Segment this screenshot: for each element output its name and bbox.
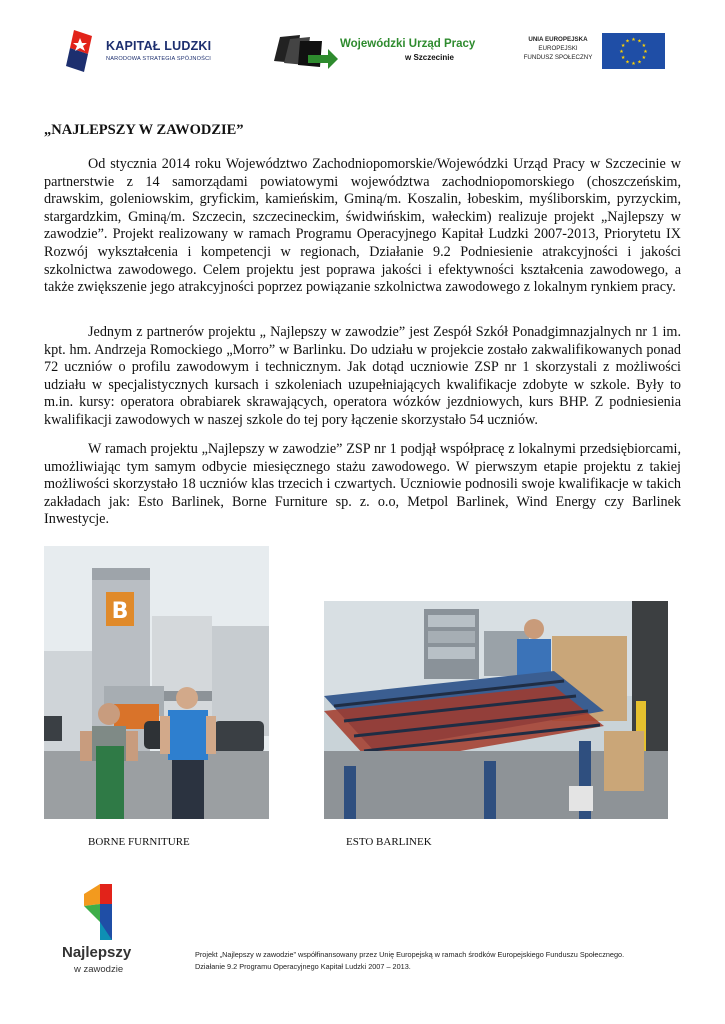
eu-flag-icon (602, 33, 665, 69)
svg-text:★: ★ (643, 49, 648, 55)
kapital-ludzki-subtitle: NARODOWA STRATEGIA SPÓJNOŚCI (106, 56, 212, 62)
wup-logo (270, 33, 476, 71)
svg-text:B: B (111, 599, 129, 624)
kapital-ludzki-title: KAPITAŁ LUDZKI (106, 39, 212, 53)
footer-note-line-1: Projekt „Najlepszy w zawodzie” współfinansowany przez Unię Europejską w ramach środków Europejskiego Funduszu Społecznego. (195, 950, 625, 959)
svg-text:★: ★ (641, 55, 647, 61)
footer-note-line-2: Działanie 9.2 Programu Operacyjnego Kapitał Ludzki 2007 – 2013. (195, 961, 411, 971)
najlepszy-w-zawodzie-logo (58, 884, 148, 984)
svg-text:★: ★ (631, 61, 636, 67)
esto-barlinek-caption: ESTO BARLINEK (346, 836, 432, 848)
najlepszy-number-one-icon (70, 884, 130, 942)
najlepszy-logo-subtitle: w zawodzie (74, 964, 124, 975)
svg-text:★: ★ (631, 37, 636, 43)
wup-cards-icon (270, 33, 340, 71)
eu-logo (512, 33, 657, 71)
svg-text:★: ★ (619, 49, 624, 55)
najlepszy-logo-title: Najlepszy (62, 944, 132, 961)
esto-barlinek-photo (324, 601, 668, 819)
paragraph-3: W ramach projektu „Najlepszy w zawodzie” ZSP nr 1 podjął współpracę z lokalnymi przedsiębiorcami, umożliwiając tym samym odbycie miesięcznego stażu zawodowego. W pierwszym etapie projektu z takiej możliwości skorzystało 18 uczniów klas trzecich i czwartych. Uczniowie podnosili swoje kwalifikacje w takich zakładach jak: Esto Barlinek, Borne Furniture sp. z. o.o, Metpol Barlinek, Wind Energy czy Barlinek Inwestycje. (44, 441, 681, 528)
svg-text:★: ★ (625, 38, 630, 45)
footer-note (195, 949, 675, 972)
borne-furniture-photo (44, 546, 269, 819)
eu-line-2: EUROPEJSKI (538, 45, 578, 52)
svg-text:★: ★ (620, 55, 626, 61)
eu-line-1: UNIA EUROPEJSKA (528, 36, 588, 43)
svg-text:★: ★ (637, 59, 642, 66)
borne-furniture-photo-illustration (44, 546, 269, 819)
eu-line-3: FUNDUSZ SPOŁECZNY (523, 54, 593, 61)
wup-subtitle: w Szczecinie (405, 53, 454, 62)
paragraph-1: Od stycznia 2014 roku Województwo Zachodniopomorskie/Wojewódzki Urząd Pracy w Szczecinie w partnerstwie z 14 samorządami powiatowymi województwa zachodniopomorskiego (choszczeńskim, drawskim, goleniowskim, gryfickim, kamieńskim, Gminą/m. Koszalin, łobeskim, myśliborskim, pyrzyckim, stargardzkim, Gminą/m. Szczecin, szczecineckim, świdwińskim, wałeckim) realizuje projekt „Najlepszy w zawodzie”. Projekt realizowany w ramach Programu Operacyjnego Kapitał Ludzki 2007-2013, Priorytetu IX Rozwój wykształcenia i kompetencji w regionach, Działanie 9.2 Podniesienie atrakcyjności i jakości szkolnictwa zawodowego. Celem projektu jest poprawa jakości i efektywności kształcenia zawodowego, a także zwiększenie jego atrakcyjności poprzez powiązanie szkolnictwa zawodowego z lokalnym rynkiem pracy. (44, 156, 681, 296)
kapital-ludzki-logo (66, 28, 216, 76)
svg-text:★: ★ (620, 43, 626, 49)
eu-logo-text (512, 35, 604, 62)
borne-furniture-caption: BORNE FURNITURE (88, 836, 190, 848)
svg-text:★: ★ (637, 38, 642, 45)
wup-title: Wojewódzki Urząd Pracy (340, 38, 476, 50)
kapital-ludzki-flag-icon (66, 28, 98, 74)
svg-text:★: ★ (625, 59, 630, 66)
document-title: „NAJLEPSZY W ZAWODZIE” (44, 122, 244, 138)
svg-text:★: ★ (641, 43, 647, 49)
paragraph-2: Jednym z partnerów projektu „ Najlepszy w zawodzie” jest Zespół Szkół Ponadgimnazjalnych nr 1 im. kpt. hm. Andrzeja Romockiego „Morro” w Barlinku. Do udziału w projekcie zostało zakwalifikowanych ponad 72 uczniów o profilu zawodowym i technicznym. Jak dotąd uczniowie ZSP nr 1 skorzystali z możliwości udziału w specjalistycznych kursach i szkoleniach uzupełniających kwalifikacje zdobyte w szkole. Były to m.in. kursy: operatora obrabiarek skrawających, operatora wózków jezdniowych, kurs BHP. Z podniesienia kwalifikacji zawodowych w naszej szkole do tej pory łączenie skorzystało 54 uczniów. (44, 324, 681, 428)
esto-barlinek-photo-illustration (324, 601, 668, 819)
